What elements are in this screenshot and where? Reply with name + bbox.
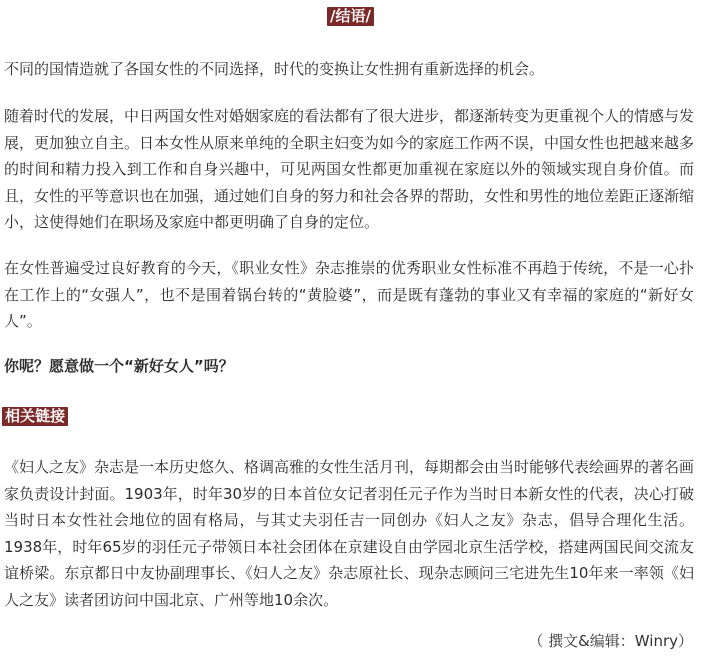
conclusion-question: 你呢？愿意做一个“新好女人”吗？ (4, 357, 234, 375)
author-credit: （ 撰文&编辑：Winry） (528, 632, 693, 650)
conclusion-heading-row (0, 6, 701, 26)
related-links-paragraph: 《妇人之友》杂志是一本历史悠久、格调高雅的女性生活月刊，每期都会由当时能够代表绘画界的著名画家负责设计封面。1903年，时年30岁的日本首位女记者羽任元子作为当时日本新女性的代表，决心打破当时日本女性社会地位的固有格局，与其丈夫羽任吉一同创办《妇人之友》杂志，倡导合理化生活。1938年，时年65岁的羽任元子带领日本社会团体在京建设自由学园北京生活学校，搭建两国民间交流友谊桥梁。东京都日中友协副理事长、《妇人之友》杂志原社长、现杂志顾问三宅进先生10年来一率领《妇人之友》读者团访问中国北京、广州等地10余次。 (4, 458, 695, 609)
conclusion-standard-paragraph: 在女性普遍受过良好教育的今天，《职业女性》杂志推崇的优秀职业女性标准不再趋于传统，不是一心扑在工作上的“女强人”，也不是围着锅台转的“黄脸婆”，而是既有蓬勃的事业又有幸福的家庭的“新好女人”。 (4, 259, 694, 330)
related-links-heading: 相关链接 (2, 407, 68, 426)
conclusion-heading: /结语/ (327, 7, 374, 26)
conclusion-intro-paragraph: 不同的国情造就了各国女性的不同选择，时代的变换让女性拥有重新选择的机会。 (4, 60, 545, 78)
conclusion-development-paragraph: 随着时代的发展，中日两国女性对婚姻家庭的看法都有了很大进步，都逐渐转变为更重视个人的情感与发展，更加独立自主。日本女性从原来单纯的全职主妇变为如今的家庭工作两不误，中国女性也把越来越多的时间和精力投入到工作和自身兴趣中，可见两国女性都更加重视在家庭以外的领域实现自身价值。而且，女性的平等意识也在加强，通过她们自身的努力和社会各界的帮助，女性和男性的地位差距正逐渐缩小，这使得她们在职场及家庭中都更明确了自身的定位。 (4, 107, 695, 231)
